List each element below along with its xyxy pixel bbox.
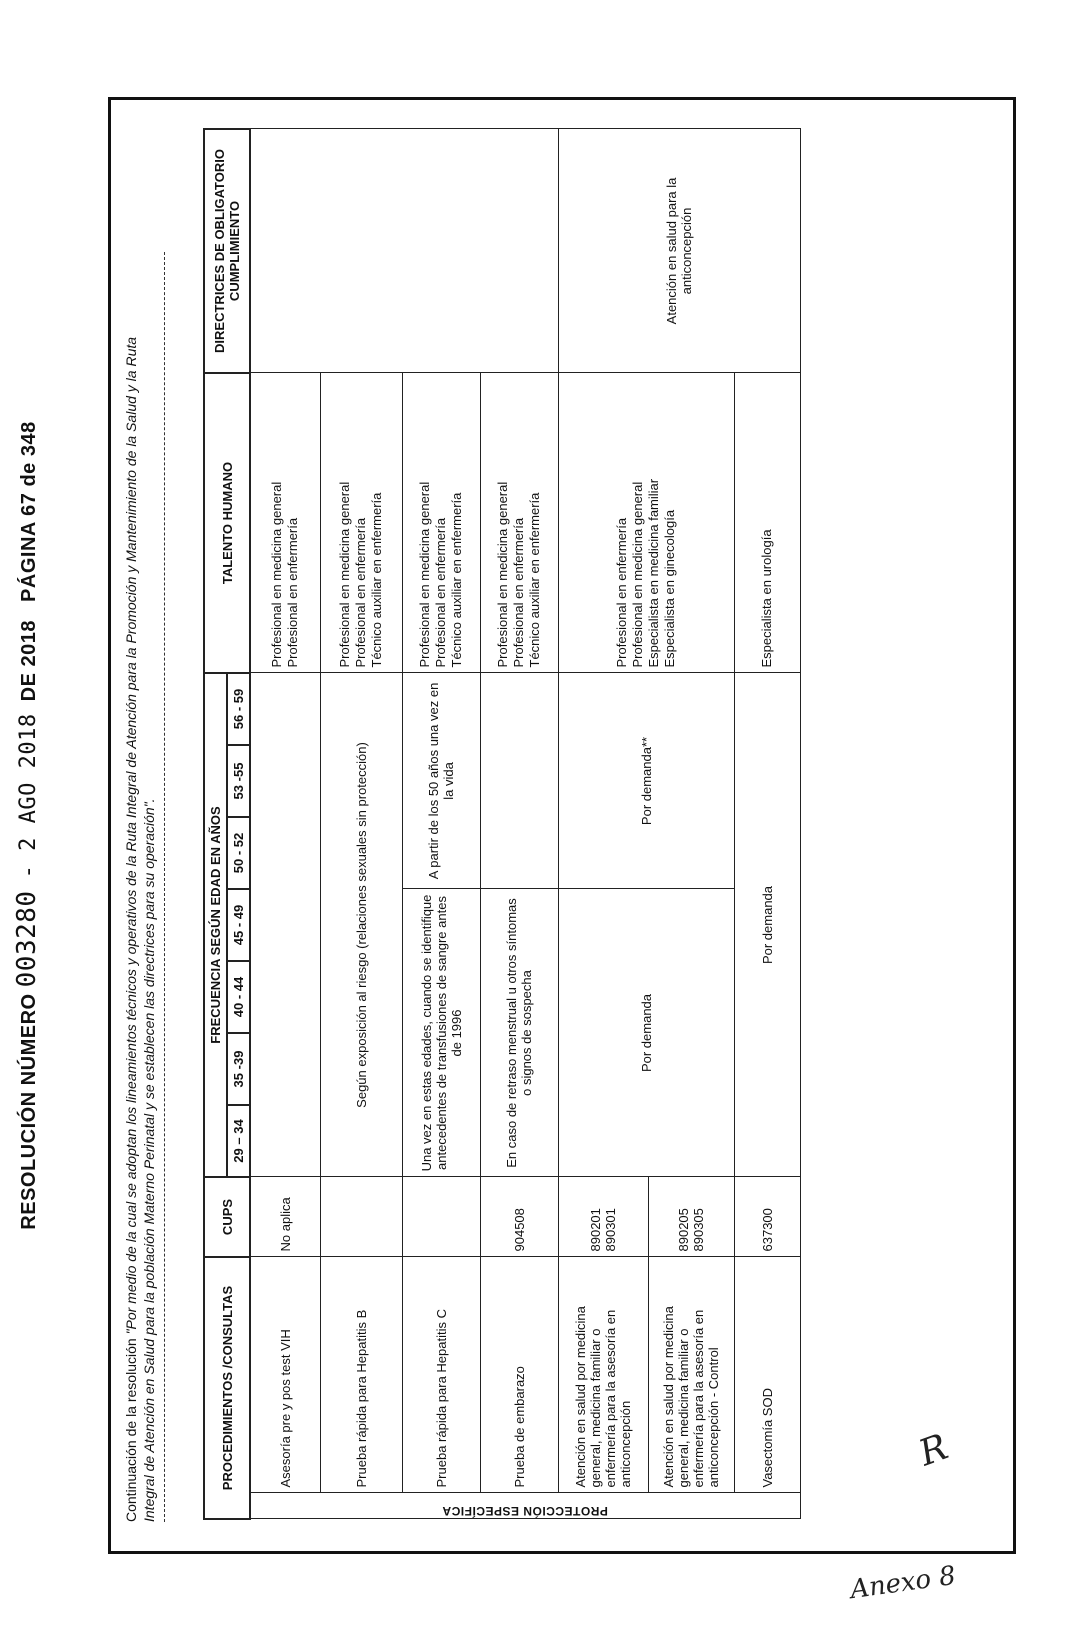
header-procedures: PROCEDIMIENTOS /CONSULTAS <box>204 1257 250 1519</box>
cups-code <box>320 1177 402 1257</box>
age-range: 53 -55 <box>227 745 250 817</box>
resolution-number: 003280 <box>12 890 42 988</box>
handwritten-note: Anexo 8 <box>848 1560 958 1606</box>
cups-code: 890201 890301 <box>558 1177 648 1257</box>
talent-text: Profesional en medicina general Profesional en enfermería Técnico auxiliar en enfermería <box>320 373 402 673</box>
frequency-text: Por demanda <box>558 889 734 1177</box>
header-frequency: FRECUENCIA SEGÚN EDAD EN AÑOS <box>204 673 227 1177</box>
page-number: PÁGINA 67 de 348 <box>18 421 40 602</box>
directive-empty <box>250 129 558 373</box>
talent-text: Profesional en medicina general Profesional en enfermería Técnico auxiliar en enfermería <box>402 373 480 673</box>
section-cell <box>250 1493 800 1519</box>
initial-mark: R <box>913 1426 954 1475</box>
frequency-text: Por demanda** <box>558 673 734 889</box>
resolution-prefix: RESOLUCIÓN NÚMERO <box>18 993 40 1230</box>
table-row <box>250 129 320 1519</box>
resolution-year: DE 2018 <box>18 620 40 702</box>
procedure-name: Asesoría pre y pos test VIH <box>250 1257 320 1493</box>
age-range: 29 – 34 <box>227 1105 250 1177</box>
cups-code: No aplica <box>250 1177 320 1257</box>
header-talent: TALENTO HUMANO <box>204 373 250 673</box>
frequency-text: A partir de los 50 años una vez en la vida <box>402 673 480 889</box>
frequency-text <box>250 673 320 1177</box>
age-range: 50 - 52 <box>227 817 250 889</box>
procedure-name: Vasectomía SOD <box>734 1257 800 1493</box>
talent-text: Especialista en urología <box>734 373 800 673</box>
cups-code: 904508 <box>480 1177 558 1257</box>
resolution-header <box>12 97 42 1554</box>
frequency-text: En caso de retraso menstrual u otros síntomas o signos de sospecha <box>480 889 558 1177</box>
cups-code: 890205 890305 <box>648 1177 734 1257</box>
talent-text: Profesional en medicina general Profesional en enfermería Técnico auxiliar en enfermería <box>480 373 558 673</box>
procedure-name: Prueba de embarazo <box>480 1257 558 1493</box>
resolution-date: - 2 AGO 2018 <box>16 713 41 879</box>
rotated-document <box>12 97 1016 1554</box>
procedure-name: Prueba rápida para Hepatitis C <box>402 1257 480 1493</box>
header-directives: DIRECTRICES DE OBLIGATORIO CUMPLIMIENTO <box>204 129 250 373</box>
table-row <box>558 129 648 1519</box>
talent-text: Profesional en medicina general Profesional en enfermería <box>250 373 320 673</box>
frequency-text: Una vez en estas edades, cuando se identifique antecedentes de transfusiones de sangre antes de 1996 <box>402 889 480 1177</box>
frequency-empty <box>480 673 558 889</box>
procedures-table <box>203 128 801 1520</box>
procedure-name: Atención en salud por medicina general, medicina familiar o enfermería para la asesoría en anticoncepción <box>558 1257 648 1493</box>
age-range: 35 -39 <box>227 1033 250 1105</box>
header-cups: CUPS <box>204 1177 250 1257</box>
procedure-name: Prueba rápida para Hepatitis B <box>320 1257 402 1493</box>
intro-quote: "Por medio de la cual se adoptan los lineamientos técnicos y operativos de la Ruta Integral de Atención para la Promoción y Mantenimiento de la Salud y la Ruta Integral de Atención en Salud para la población Materno Perinatal y se establecen las directrices para su operación". <box>123 336 157 1522</box>
intro-lead: Continuación de la resolución <box>123 1338 139 1522</box>
frequency-text: Según exposición al riesgo (relaciones sexuales sin protección) <box>320 673 402 1177</box>
procedure-name: Atención en salud por medicina general, medicina familiar o enfermería para la asesoría en anticoncepción - Control <box>648 1257 734 1493</box>
age-range: 40 - 44 <box>227 961 250 1033</box>
age-range: 45 - 49 <box>227 889 250 961</box>
cups-code: 637300 <box>734 1177 800 1257</box>
cups-code <box>402 1177 480 1257</box>
frequency-text: Por demanda <box>734 673 800 1177</box>
directive-text: Atención en salud para la anticoncepción <box>558 129 800 373</box>
talent-text: Profesional en enfermería Profesional en medicina general Especialista en medicina familiar Especialista en ginecología <box>558 373 734 673</box>
age-range: 56 - 59 <box>227 673 250 745</box>
divider <box>164 252 165 1522</box>
section-label: PROTECCIÓN ESPECÍFICA <box>442 1504 609 1519</box>
intro-text <box>122 302 158 1522</box>
